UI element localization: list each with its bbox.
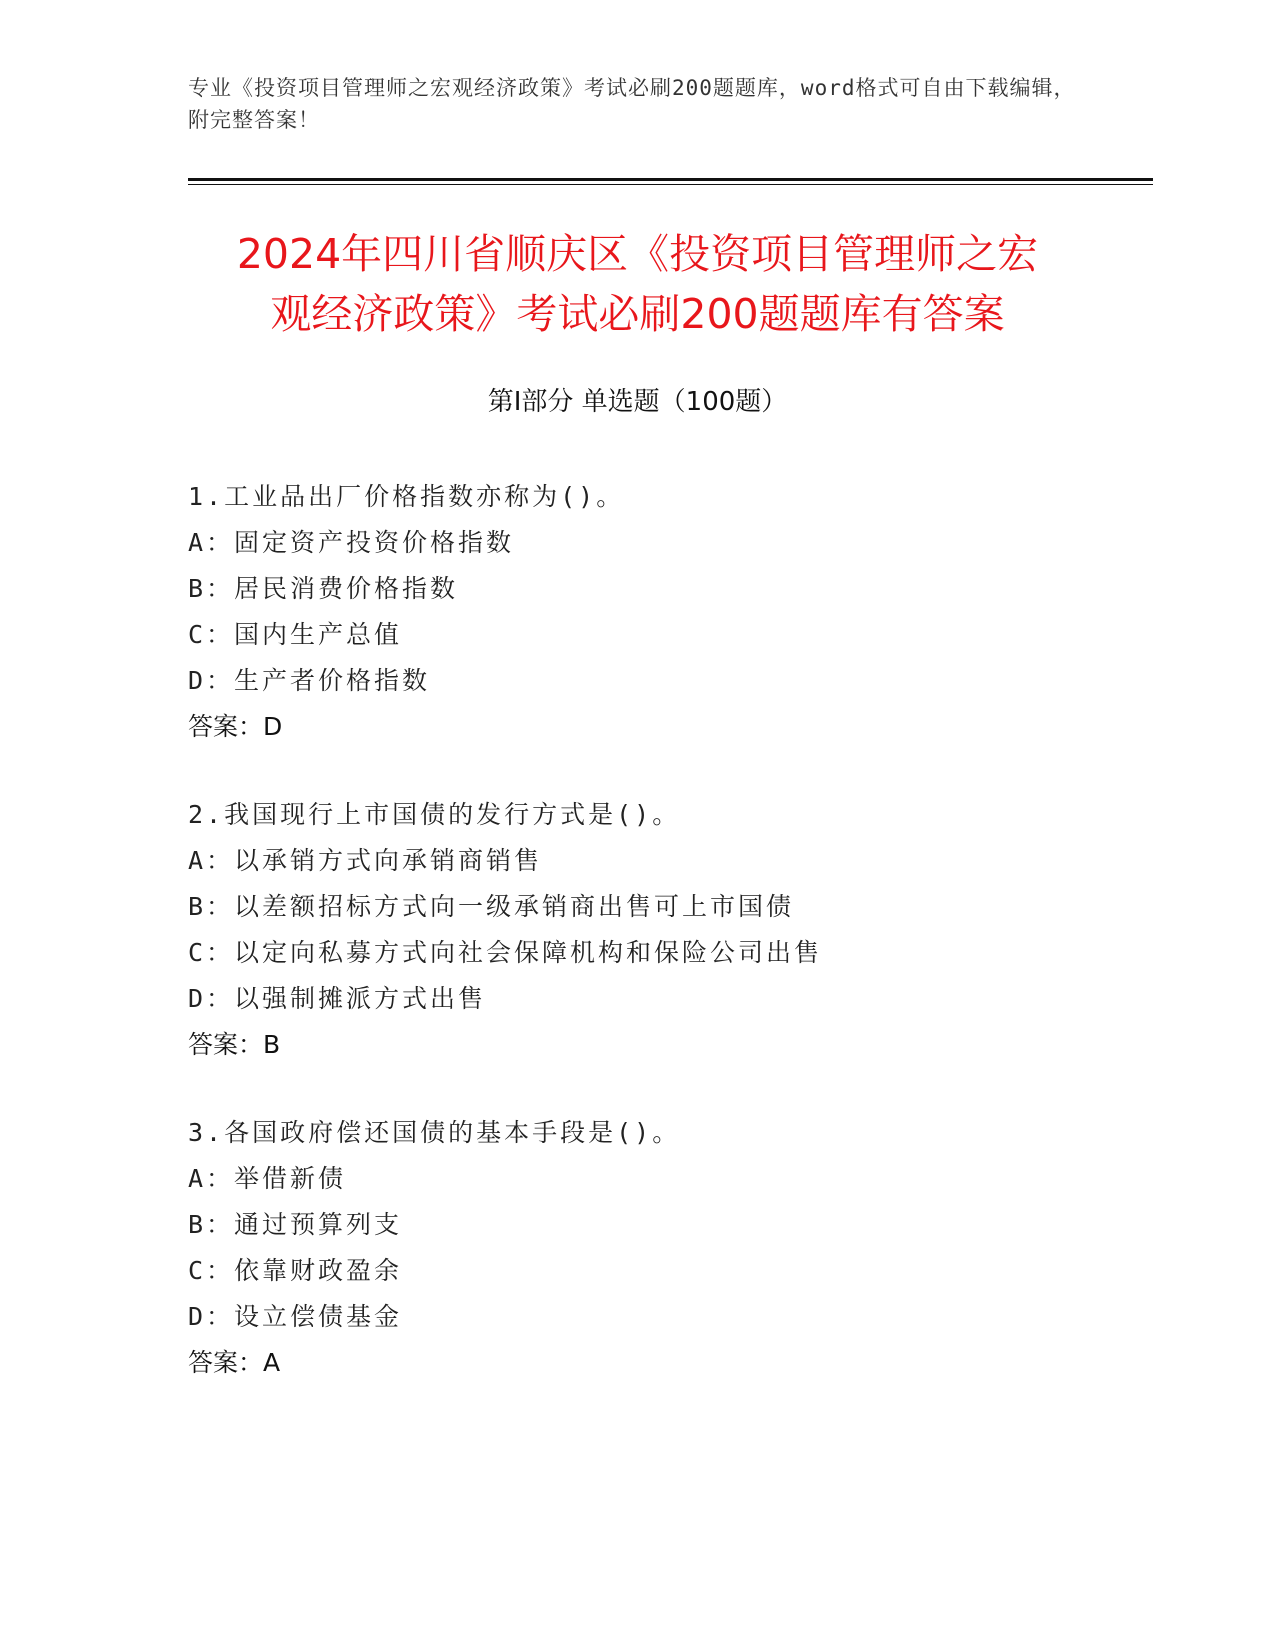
answer: 答案：A: [188, 1348, 281, 1377]
option-a: A：举借新债: [188, 1164, 347, 1193]
header-note: 专业《投资项目管理师之宏观经济政策》考试必刷200题题库，word格式可自由下载编辑，附完整答案！: [188, 76, 1076, 132]
option-b: B：以差额招标方式向一级承销商出售可上市国债: [188, 892, 795, 921]
option-b: B：居民消费价格指数: [188, 574, 459, 603]
document-title: [140, 224, 1135, 344]
option-d: D：生产者价格指数: [188, 666, 431, 695]
answer: 答案：D: [188, 712, 283, 741]
option-d: D：设立偿债基金: [188, 1302, 403, 1331]
option-a: A：以承销方式向承销商销售: [188, 846, 543, 875]
section-title: 第Ⅰ部分 单选题（100题）: [487, 387, 788, 417]
question-stem: 1.工业品出厂价格指数亦称为()。: [188, 482, 625, 511]
question-1: [188, 474, 1138, 750]
question-3: [188, 1110, 1138, 1386]
header-divider-thick: [188, 178, 1153, 181]
option-a: A：固定资产投资价格指数: [188, 528, 515, 557]
option-c: C：国内生产总值: [188, 620, 403, 649]
question-stem: 3.各国政府偿还国债的基本手段是()。: [188, 1118, 681, 1147]
header-divider-thin: [188, 184, 1153, 185]
answer: 答案：B: [188, 1030, 281, 1059]
question-2: [188, 792, 1138, 1068]
option-c: C：以定向私募方式向社会保障机构和保险公司出售: [188, 938, 823, 967]
question-stem: 2.我国现行上市国债的发行方式是()。: [188, 800, 681, 829]
option-c: C：依靠财政盈余: [188, 1256, 403, 1285]
option-b: B：通过预算列支: [188, 1210, 403, 1239]
option-d: D：以强制摊派方式出售: [188, 984, 487, 1013]
document-title-line-1: 2024年四川省顺庆区《投资项目管理师之宏: [236, 230, 1039, 278]
document-title-line-2: 观经济政策》考试必刷200题题库有答案: [270, 290, 1005, 338]
